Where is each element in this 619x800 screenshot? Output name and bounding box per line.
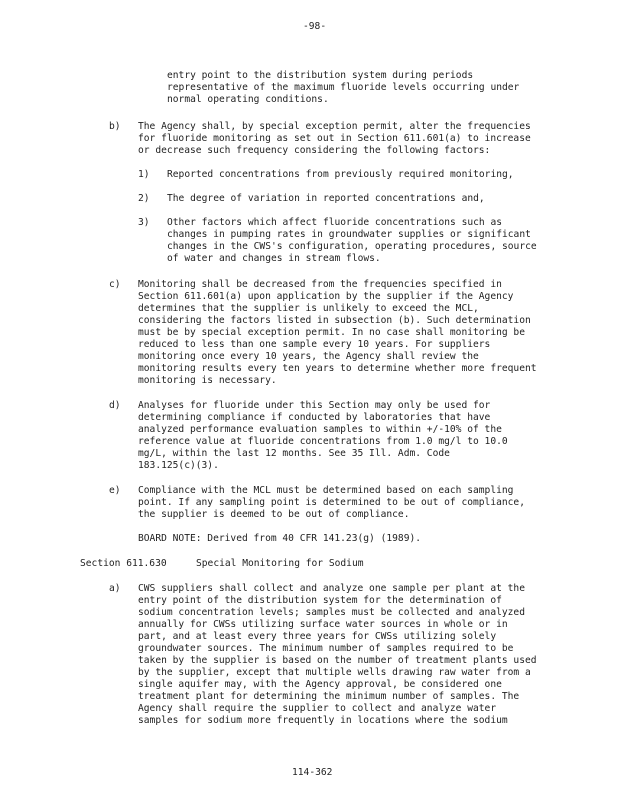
factor-2-marker: 2) xyxy=(138,193,150,204)
section-title: Special Monitoring for Sodium xyxy=(196,558,364,569)
item-a-marker: a) xyxy=(109,583,121,594)
item-d-marker: d) xyxy=(109,400,121,411)
text-line: entry point to the distribution system during periods xyxy=(167,70,474,81)
text-line: point. If any sampling point is determined to be out of compliance, xyxy=(138,497,525,508)
item-e-marker: e) xyxy=(109,485,121,496)
text-line: annually for CWSs utilizing surface water sources in whole or in xyxy=(138,619,508,630)
text-line: changes in pumping rates in groundwater supplies or significant xyxy=(167,229,531,240)
text-line: monitoring results every ten years to determine whether more frequent xyxy=(138,363,537,374)
text-line: Reported concentrations from previously required monitoring, xyxy=(167,169,514,180)
text-line: part, and at least every three years for CWSs utilizing solely xyxy=(138,631,497,642)
factor-3-marker: 3) xyxy=(138,217,150,228)
item-d-paragraph xyxy=(138,400,508,472)
text-line: samples for sodium more frequently in locations where the sodium xyxy=(138,715,508,726)
text-line: mg/L, within the last 12 months. See 35 Ill. Adm. Code xyxy=(138,448,450,459)
text-line: 183.125(c)(3). xyxy=(138,460,219,471)
text-line: for fluoride monitoring as set out in Section 611.601(a) to increase xyxy=(138,133,531,144)
continuation-paragraph xyxy=(167,70,519,106)
text-line: of water and changes in stream flows. xyxy=(167,253,381,264)
text-line: Agency shall require the supplier to collect and analyze water xyxy=(138,703,497,714)
text-line: Compliance with the MCL must be determined based on each sampling xyxy=(138,485,514,496)
text-line: determining compliance if conducted by laboratories that have xyxy=(138,412,491,423)
text-line: groundwater sources. The minimum number of samples required to be xyxy=(138,643,514,654)
item-e-paragraph xyxy=(138,485,525,521)
text-line: analyzed performance evaluation samples to within +/-10% of the xyxy=(138,424,502,435)
text-line: normal operating conditions. xyxy=(167,94,329,105)
factor-1-marker: 1) xyxy=(138,169,150,180)
text-line: Monitoring shall be decreased from the frequencies specified in xyxy=(138,279,502,290)
text-line: treatment plant for determining the minimum number of samples. The xyxy=(138,691,520,702)
text-line: determines that the supplier is unlikely to exceed the MCL, xyxy=(138,303,479,314)
page-code: 114-362 xyxy=(292,767,333,778)
text-line: Section 611.601(a) upon application by the supplier if the Agency xyxy=(138,291,514,302)
text-line: The Agency shall, by special exception permit, alter the frequencies xyxy=(138,121,531,132)
text-line: taken by the supplier is based on the number of treatment plants used xyxy=(138,655,537,666)
item-c-paragraph xyxy=(138,279,537,387)
factor-2-text xyxy=(167,193,485,205)
text-line: entry point of the distribution system for the determination of xyxy=(138,595,502,606)
text-line: or decrease such frequency considering the following factors: xyxy=(138,145,491,156)
text-line: changes in the CWS's configuration, operating procedures, source xyxy=(167,241,537,252)
factor-3-text xyxy=(167,217,537,265)
page-number: -98- xyxy=(303,21,327,32)
text-line: single aquifer may, with the Agency approval, be considered one xyxy=(138,679,502,690)
text-line: considering the factors listed in subsection (b). Such determination xyxy=(138,315,531,326)
section-label: Section 611.630 xyxy=(80,558,167,569)
text-line: Other factors which affect fluoride concentrations such as xyxy=(167,217,503,228)
text-line: the supplier is deemed to be out of compliance. xyxy=(138,509,410,520)
text-line: monitoring once every 10 years, the Agency shall review the xyxy=(138,351,479,362)
item-b-paragraph xyxy=(138,121,531,157)
item-c-marker: c) xyxy=(109,279,121,290)
text-line: must be by special exception permit. In no case shall monitoring be xyxy=(138,327,525,338)
text-line: sodium concentration levels; samples must be collected and analyzed xyxy=(138,607,525,618)
text-line: Analyses for fluoride under this Section may only be used for xyxy=(138,400,491,411)
text-line: The degree of variation in reported concentrations and, xyxy=(167,193,485,204)
factor-1-text xyxy=(167,169,514,181)
text-line: reference value at fluoride concentrations from 1.0 mg/l to 10.0 xyxy=(138,436,508,447)
item-a-paragraph xyxy=(138,583,537,727)
text-line: by the supplier, except that multiple wells drawing raw water from a xyxy=(138,667,531,678)
text-line: monitoring is necessary. xyxy=(138,375,277,386)
item-b-marker: b) xyxy=(109,121,121,132)
text-line: CWS suppliers shall collect and analyze one sample per plant at the xyxy=(138,583,525,594)
text-line: reduced to less than one sample every 10 years. For suppliers xyxy=(138,339,491,350)
text-line: representative of the maximum fluoride levels occurring under xyxy=(167,82,520,93)
board-note: BOARD NOTE: Derived from 40 CFR 141.23(g) (1989). xyxy=(138,533,422,544)
